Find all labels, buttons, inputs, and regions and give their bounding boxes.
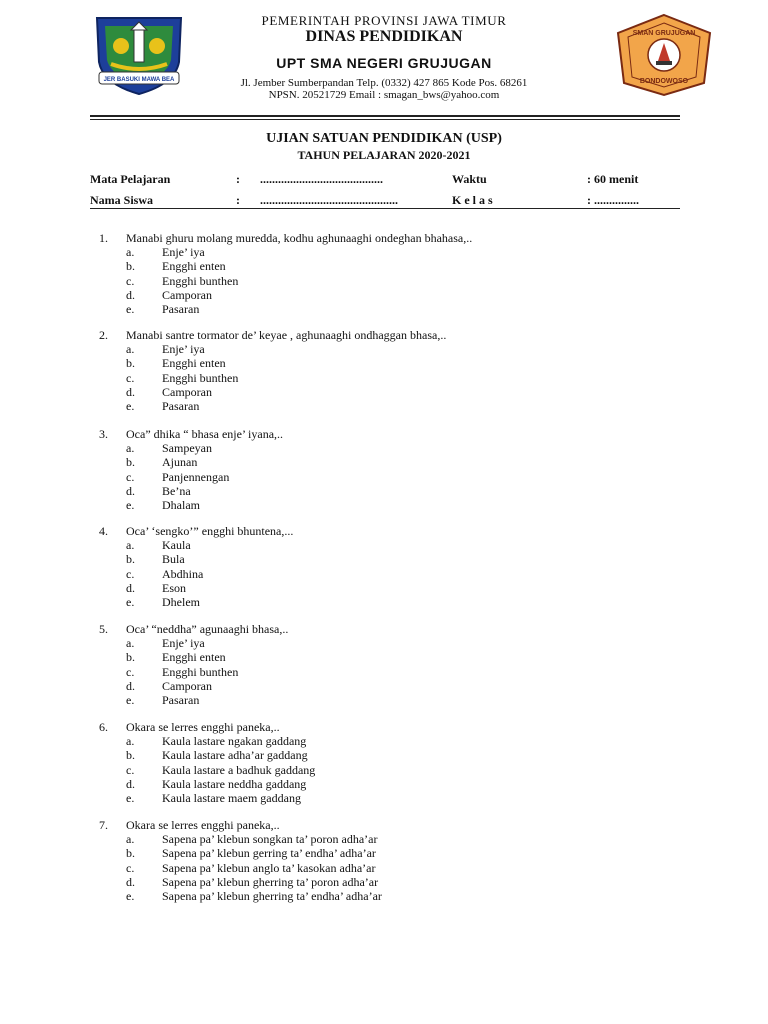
option-text: Kaula lastare a badhuk gaddang (162, 762, 316, 777)
question-number: 3. (99, 427, 108, 441)
option-text: Sapena pa’ klebun gherring ta’ poron adha’ar (162, 874, 379, 889)
right-logo-bottom-text: BONDOWOSO (639, 78, 689, 85)
option-text: Camporan (162, 678, 212, 693)
right-logo (612, 13, 716, 97)
option-text: Enje’ iya (162, 342, 205, 357)
option-text: Kaula lastare neddha gaddang (162, 776, 307, 791)
option-text: Kaula lastare ngakan gaddang (162, 734, 307, 749)
info-rule (90, 208, 680, 209)
exam-year: TAHUN PELAJARAN 2020-2021 (297, 148, 471, 162)
right-logo-top-text: SMAN GRUJUGAN (632, 30, 696, 37)
option-text: Kaula (162, 538, 191, 553)
option-letter: e. (126, 498, 135, 512)
option-letter: e. (126, 399, 135, 413)
option-text: Enje’ iya (162, 245, 205, 260)
option-text: Camporan (162, 384, 212, 399)
government-line: PEMERINTAH PROVINSI JAWA TIMUR (261, 13, 507, 28)
option-letter: d. (126, 580, 135, 595)
header-rule-thick (90, 115, 680, 117)
option-text: Kaula lastare adha’ar gaddang (162, 748, 308, 763)
option-letter: d. (126, 874, 135, 889)
question-text: Oca’ ‘sengko’” engghi bhuntena,... (126, 524, 294, 538)
option-letter: d. (126, 776, 135, 791)
option-text: Abdhina (162, 566, 204, 581)
option-letter: d. (126, 678, 135, 693)
left-logo-motto: JER BASUKI MAWA BEA (103, 77, 175, 83)
option-letter: b. (126, 650, 135, 665)
option-letter: d. (126, 384, 135, 399)
option-letter: a. (126, 441, 135, 456)
class-value: : ............... (587, 193, 639, 207)
option-letter: e. (126, 302, 135, 316)
option-text: Bula (162, 552, 185, 567)
option-text: Engghi bunthen (162, 664, 239, 679)
option-text: Engghi bunthen (162, 370, 239, 385)
option-letter: b. (126, 748, 135, 763)
question-number: 2. (99, 328, 108, 342)
option-letter: c. (126, 469, 135, 484)
school-address: Jl. Jember Sumberpandan Telp. (0332) 427 865 Kode Pos. 68261 (240, 77, 528, 89)
option-letter: a. (126, 832, 135, 847)
option-text: Ajunan (162, 455, 198, 470)
option-letter: c. (126, 664, 135, 679)
option-letter: a. (126, 245, 135, 260)
question-number: 1. (99, 231, 108, 245)
option-letter: b. (126, 455, 135, 470)
school-name: UPT SMA NEGERI GRUJUGAN (276, 55, 492, 71)
option-letter: c. (126, 273, 135, 288)
option-text: Sapena pa’ klebun songkan ta’ poron adha’ar (162, 832, 378, 847)
option-letter: b. (126, 356, 135, 371)
option-text: Eson (162, 580, 186, 595)
name-label: Nama Siswa (90, 193, 154, 207)
option-letter: e. (126, 791, 135, 805)
time-value: : 60 menit (587, 172, 639, 186)
option-text: Enje’ iya (162, 636, 205, 651)
option-text: Sapena pa’ klebun gerring ta’ endha’ adha’ar (162, 846, 376, 861)
subject-colon: : (236, 172, 240, 186)
option-letter: a. (126, 342, 135, 357)
subject-value: ......................................... (260, 172, 383, 186)
question-number: 7. (99, 818, 108, 832)
option-letter: e. (126, 693, 135, 707)
option-text: Dhelem (162, 595, 200, 609)
option-text: Be’na (162, 483, 191, 498)
option-letter: b. (126, 552, 135, 567)
option-text: Pasaran (162, 399, 200, 413)
option-letter: b. (126, 259, 135, 274)
question-number: 4. (99, 524, 108, 538)
name-colon: : (236, 193, 240, 207)
question-text: Okara se lerres engghi paneka,.. (126, 818, 280, 832)
option-text: Engghi bunthen (162, 273, 239, 288)
question-text: Oca’ “neddha” agunaaghi bhasa,.. (126, 622, 289, 636)
option-letter: c. (126, 370, 135, 385)
option-letter: b. (126, 846, 135, 861)
exam-title: UJIAN SATUAN PENDIDIKAN (USP) (266, 131, 502, 146)
option-letter: d. (126, 483, 135, 498)
option-text: Engghi enten (162, 356, 226, 371)
option-letter: d. (126, 287, 135, 302)
option-text: Sampeyan (162, 441, 212, 456)
option-text: Engghi enten (162, 650, 226, 665)
option-letter: c. (126, 762, 135, 777)
option-letter: e. (126, 889, 135, 903)
class-label: K e l a s (452, 193, 493, 207)
option-letter: a. (126, 734, 135, 749)
question-text: Manabi ghuru molang muredda, kodhu aghunaaghi ondeghan bhahasa,.. (126, 231, 473, 245)
option-letter: a. (126, 538, 135, 553)
option-letter: a. (126, 636, 135, 651)
option-letter: c. (126, 860, 135, 875)
option-text: Engghi enten (162, 259, 226, 274)
option-text: Sapena pa’ klebun gherring ta’ endha’ adha’ar (162, 889, 382, 903)
option-text: Pasaran (162, 693, 200, 707)
header-rule-thin (90, 119, 680, 120)
question-text: Manabi santre tormator de’ keyae , aghunaaghi ondhaggan bhasa,.. (126, 328, 447, 342)
option-letter: e. (126, 595, 135, 609)
option-text: Panjennengan (162, 469, 230, 484)
time-label: Waktu (452, 172, 487, 186)
question-number: 6. (99, 720, 108, 734)
option-text: Dhalam (162, 498, 200, 512)
option-text: Kaula lastare maem gaddang (162, 791, 301, 805)
option-text: Sapena pa’ klebun anglo ta’ kasokan adha’ar (162, 860, 376, 875)
question-number: 5. (99, 622, 108, 636)
school-contact: NPSN. 20521729 Email : smagan_bws@yahoo.com (268, 89, 500, 101)
subject-label: Mata Pelajaran (90, 172, 171, 186)
option-text: Pasaran (162, 302, 200, 316)
question-text: Okara se lerres engghi paneka,.. (126, 720, 280, 734)
question-text: Oca” dhika “ bhasa enje’ iyana,.. (126, 427, 284, 441)
name-value: .............................................. (260, 193, 398, 207)
option-letter: c. (126, 566, 135, 581)
option-text: Camporan (162, 287, 212, 302)
department-line: DINAS PENDIDIKAN (305, 28, 463, 45)
